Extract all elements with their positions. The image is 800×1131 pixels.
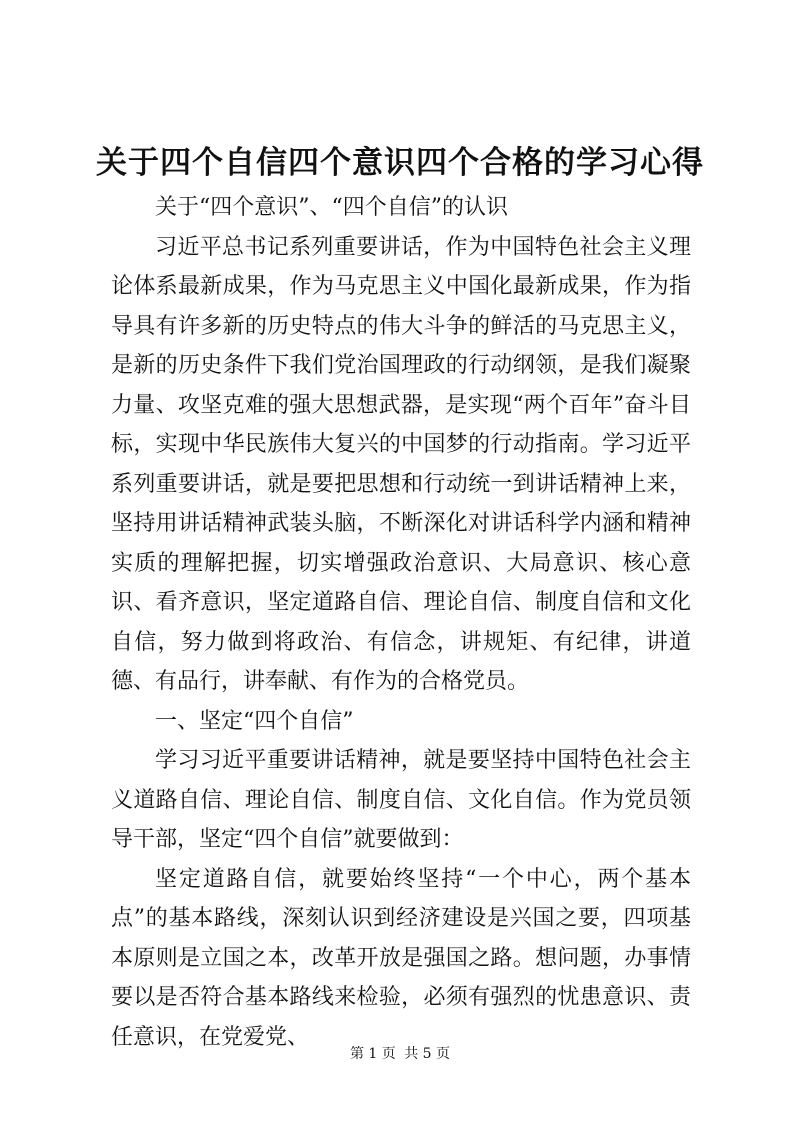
document-title: 关于四个自信四个意识四个合格的学习心得 (96, 145, 704, 181)
page-number-current: 第 1 页 (349, 1046, 396, 1062)
paragraph-intro: 习近平总书记系列重要讲话，作为中国特色社会主义理论体系最新成果，作为马克思主义中国化最新成果，作为指导具有许多新的历史特点的伟大斗争的鲜活的马克思主义，是新的历史条件下我们党治国理政的行动纲领，是我们凝聚力量、攻坚克难的强大思想武器，是实现“两个百年”奋斗目标，实现中华民族伟大复兴的中国梦的行动指南。学习近平系列重要讲话，就是要把思想和行动统一到讲话精神上来，坚持用讲话精神武装头脑，不断深化对讲话科学内涵和精神实质的理解把握，切实增强政治意识、大局意识、核心意识、看齐意识，坚定道路自信、理论自信、制度自信和文化自信，努力做到将政治、有信念，讲规矩、有纪律，讲道德、有品行，讲奉献、有作为的合格党员。 (111, 234, 691, 694)
page-footer (0, 1044, 800, 1064)
page-number-total: 共 5 页 (404, 1046, 451, 1062)
paragraph-road-confidence: 坚定道路自信，就要始终坚持“一个中心，两个基本点”的基本路线，深刻认识到经济建设是兴国之要，四项基本原则是立国之本，改革开放是强国之路。想问题，办事情要以是否符合基本路线来检验，必须有强烈的忧患意识、责任意识，在党爱党、 (111, 866, 691, 1050)
paragraph-study-spirit: 学习习近平重要讲话精神，就是要坚持中国特色社会主义道路自信、理论自信、制度自信、文化自信。作为党员领导干部，坚定“四个自信”就要做到： (111, 748, 691, 852)
section-heading-recognition: 关于“四个意识”、“四个自信”的认识 (155, 195, 508, 220)
section-heading-four-confidences: 一、坚定“四个自信” (155, 708, 354, 734)
document-body (111, 188, 691, 1057)
